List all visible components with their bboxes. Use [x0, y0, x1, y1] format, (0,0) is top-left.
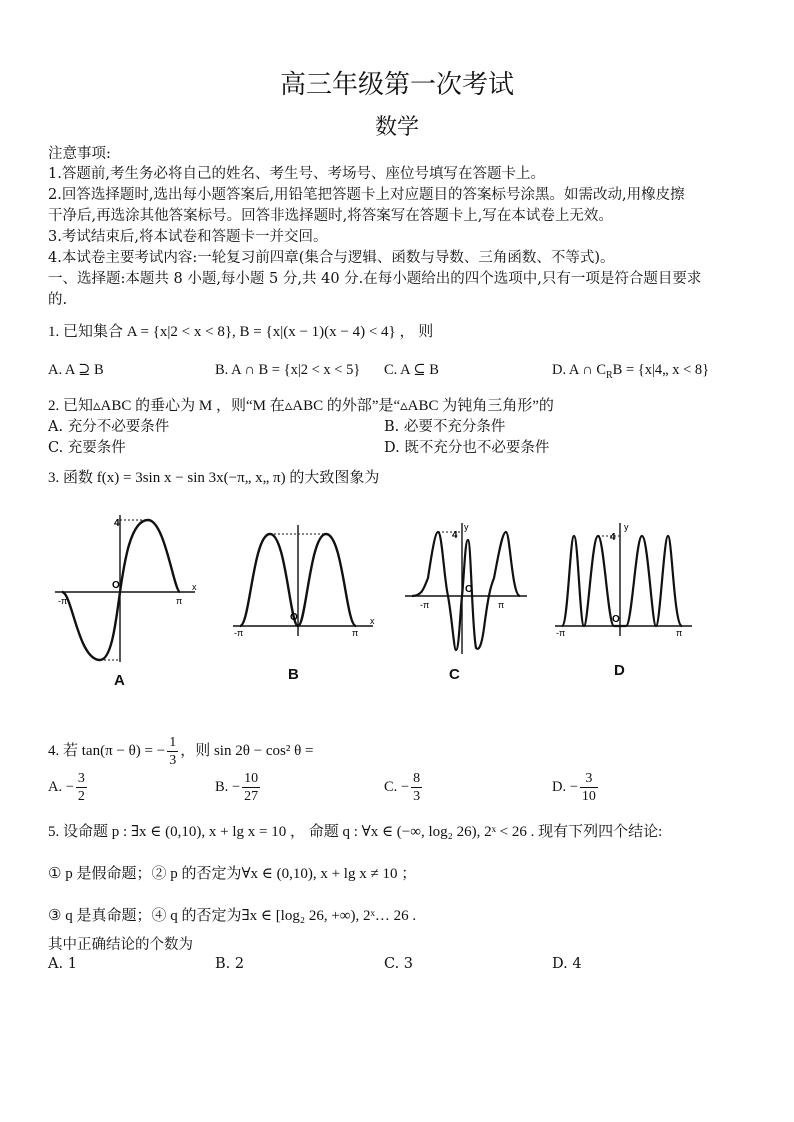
q1-option-d-head: D. A ∩ C: [552, 362, 606, 378]
q4-option-a-den: 2: [77, 789, 85, 804]
q4-stem-num: 1: [169, 735, 177, 750]
q4-option-c: [384, 770, 424, 805]
q4-option-b-fraction: [242, 770, 260, 805]
q4-stem-pre: 4. 若 tan(π − θ) = −: [48, 742, 166, 759]
graph-c-four: 4: [452, 530, 458, 541]
q1-option-a: A. A ⊇ B: [48, 362, 104, 378]
q4-option-a-num: 3: [77, 771, 85, 786]
graph-a-label: A: [114, 672, 125, 689]
q4-option-b-label: B. −: [215, 778, 241, 795]
graph-b-x-label: x: [370, 616, 375, 626]
graph-a-four: 4: [114, 518, 120, 529]
graph-d-four: 4: [610, 532, 616, 543]
q4-option-a-label: A. −: [48, 778, 74, 795]
exam-title: 高三年级第一次考试: [279, 70, 514, 100]
q4-option-b-num: 10: [244, 771, 259, 786]
graph-d-origin: O: [612, 614, 620, 625]
graph-c-y-label: y: [464, 522, 469, 532]
graph-a-x-label: x: [192, 582, 197, 592]
graph-b: [228, 520, 378, 640]
q4-option-b-den: 27: [244, 789, 259, 804]
q5-option-c: C. 3: [384, 956, 414, 972]
question-4-stem: [48, 734, 314, 769]
q4-option-c-fraction: [411, 770, 422, 805]
q4-option-c-den: 3: [413, 789, 421, 804]
graph-a-curve: [62, 520, 183, 660]
q2-option-c: C. 充要条件: [48, 440, 126, 456]
q4-stem-post: ，则 sin 2θ − cos² θ =: [180, 742, 314, 759]
question-5-stem: 5. 设命题 p : ∃x ∈ (0,10), x + lg x = 10 ， 命题 q : ∀x ∈ (−∞, log₂ 26), 2ˣ < 26 . 现有下列四个结论:: [48, 824, 663, 840]
graph-a-neg-pi: -π: [58, 596, 68, 606]
q4-option-d-fraction: [580, 770, 598, 805]
question-2-stem: 2. 已知▵ABC 的垂心为 M ，则“M 在▵ABC 的外部”是“▵ABC 为钝角三角形”的: [48, 398, 554, 414]
q2-option-d: D. 既不充分也不必要条件: [384, 440, 550, 456]
graph-d-neg-pi: -π: [556, 628, 566, 638]
question-3-stem: 3. 函数 f(x) = 3sin x − sin 3x(−π„ x„ π) 的大致图象为: [48, 470, 380, 486]
note-3: 3.考试结束后,将本试卷和答题卡一并交回。: [48, 229, 328, 245]
q4-option-d-den: 10: [581, 789, 596, 804]
q5-conclusions-3-4: ③ q 是真命题；④ q 的否定为∃x ∈ [log₂ 26, +∞), 2ˣ… 26 .: [48, 908, 417, 924]
q4-option-a-fraction: [76, 770, 87, 805]
graph-c-neg-pi: -π: [420, 600, 430, 610]
graph-a: [50, 510, 200, 670]
q4-option-b: [215, 770, 262, 805]
graph-a-pi: π: [176, 596, 183, 606]
section-1-instructions-cont: 的.: [48, 292, 68, 308]
q5-conclusions-1-2: ① p 是假命题；② p 的否定为∀x ∈ (0,10), x + lg x ≠ 10 ；: [48, 866, 417, 882]
q1-option-b: B. A ∩ B = {x|2 < x < 5}: [215, 362, 361, 378]
note-4: 4.本试卷主要考试内容:一轮复习前四章(集合与逻辑、函数与导数、三角函数、不等式)。: [48, 250, 615, 266]
q4-option-a: [48, 770, 89, 805]
note-1: 1.答题前,考生务必将自己的姓名、考生号、考场号、座位号填写在答题卡上。: [48, 166, 545, 182]
q1-option-d: [552, 362, 709, 381]
graph-d-y-label: y: [624, 522, 629, 532]
graph-b-origin: O: [290, 612, 298, 623]
graph-b-neg-pi: -π: [234, 628, 244, 638]
question-1-stem: 1. 已知集合 A = {x|2 < x < 8}, B = {x|(x − 1)(x − 4) < 4} ， 则: [48, 324, 434, 340]
graph-d-label: D: [614, 662, 625, 679]
exam-subject: 数学: [374, 115, 419, 140]
graph-a-origin: O: [112, 580, 120, 591]
graph-d-curve: [562, 536, 682, 626]
graph-c: [402, 518, 532, 658]
section-1-instructions: 一、选择题:本题共 8 小题,每小题 5 分,共 40 分.在每小题给出的四个选项中,只有一项是符合题目要求: [48, 271, 702, 287]
q1-option-d-rest: B = {x|4„ x < 8}: [612, 362, 710, 378]
q5-ask: 其中正确结论的个数为: [48, 937, 193, 953]
notes-heading: 注意事项:: [48, 146, 111, 162]
graph-d-pi: π: [676, 628, 683, 638]
q4-option-c-label: C. −: [384, 778, 410, 795]
q1-option-d-sub: R: [606, 369, 613, 381]
q5-option-b: B. 2: [215, 956, 245, 972]
q4-option-d-num: 3: [580, 770, 598, 788]
q4-stem-den: 3: [169, 753, 177, 768]
q1-option-c: C. A ⊆ B: [384, 362, 439, 378]
q4-option-c-num: 8: [413, 771, 421, 786]
note-2b: 干净后,再选涂其他答案标号。回答非选择题时,将答案写在答题卡上,写在本试卷上无效。: [48, 208, 613, 224]
graph-c-pi: π: [498, 600, 505, 610]
note-2a: 2.回答选择题时,选出每小题答案后,用铅笔把答题卡上对应题目的答案标号涂黑。如需改动,用橡皮擦: [48, 187, 685, 203]
graph-d: [552, 518, 697, 643]
q5-option-a: A. 1: [48, 956, 77, 972]
graph-c-origin: O: [465, 584, 473, 595]
q2-option-b: B. 必要不充分条件: [384, 419, 506, 435]
q2-option-a: A. 充分不必要条件: [48, 419, 170, 435]
q4-option-d: [552, 770, 600, 805]
q5-option-d: D. 4: [552, 956, 582, 972]
graph-b-pi: π: [352, 628, 359, 638]
q4-stem-fraction: [167, 734, 178, 769]
q4-option-d-label: D. −: [552, 778, 578, 795]
graph-c-label: C: [449, 666, 460, 683]
graph-b-label: B: [288, 666, 299, 683]
